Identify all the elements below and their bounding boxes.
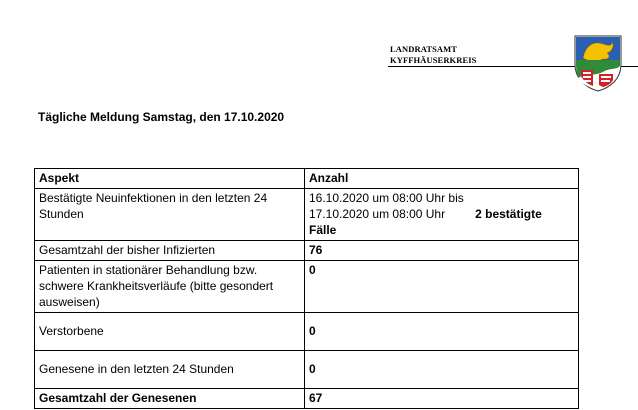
- value-unit: Fälle: [309, 223, 337, 237]
- coat-of-arms-icon: [573, 34, 623, 92]
- row-aspect: Genesene in den letzten 24 Stunden: [35, 351, 305, 389]
- row-aspect: Bestätigte Neuinfektionen in den letzten 24 Stunden: [35, 189, 305, 241]
- row-value: 76: [305, 241, 579, 261]
- row-aspect: Gesamtzahl der Genesenen: [35, 389, 305, 409]
- row-value: [305, 189, 579, 241]
- row-value: 0: [305, 313, 579, 351]
- authority-line-2: KYFFHÄUSERKREIS: [390, 55, 477, 65]
- value-line-1: 16.10.2020 um 08:00 Uhr bis: [309, 191, 464, 205]
- table-row: [35, 189, 579, 241]
- table-header-row: [35, 169, 579, 189]
- value-date-end: 17.10.2020 um 08:00 Uhr: [309, 207, 446, 221]
- header-count: Anzahl: [305, 169, 579, 189]
- table-row: [35, 389, 579, 409]
- value-count: 2 bestätigte: [475, 207, 542, 221]
- row-aspect: Patienten in stationärer Behandlung bzw. schwere Krankheitsverläufe (bitte gesondert ausweisen): [35, 261, 305, 313]
- row-value: 0: [305, 351, 579, 389]
- table-row: [35, 241, 579, 261]
- table-row: [35, 261, 579, 313]
- report-table: [34, 168, 579, 409]
- table-row: [35, 313, 579, 351]
- row-value: 0: [305, 261, 579, 313]
- table-row: [35, 351, 579, 389]
- row-aspect: Verstorbene: [35, 313, 305, 351]
- document-title: Tägliche Meldung Samstag, den 17.10.2020: [38, 110, 285, 124]
- row-value: 67: [305, 389, 579, 409]
- authority-name: [390, 44, 477, 66]
- row-aspect: Gesamtzahl der bisher Infizierten: [35, 241, 305, 261]
- value-line-2: [309, 206, 574, 222]
- header-aspect: Aspekt: [35, 169, 305, 189]
- authority-line-1: LANDRATSAMT: [390, 44, 458, 54]
